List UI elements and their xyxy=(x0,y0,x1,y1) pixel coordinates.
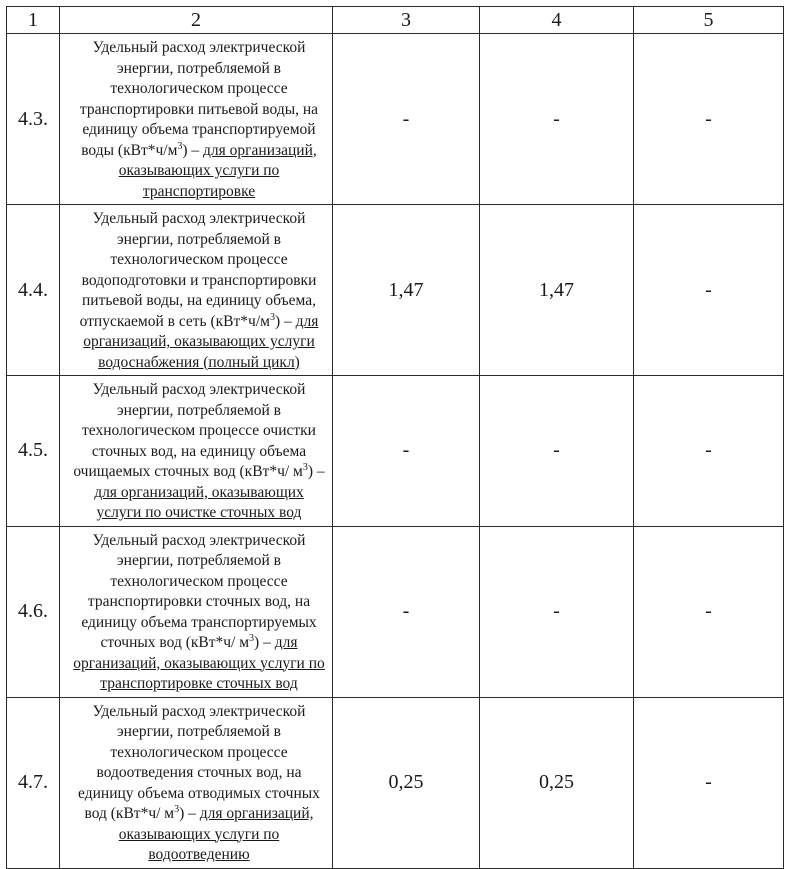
cell-col5: - xyxy=(634,697,784,868)
cell-col3: - xyxy=(333,526,480,697)
row-number: 4.6. xyxy=(7,526,60,697)
description-text: Удельный расход электрической энергии, потребляемой в технологическом процессе очистки сточных вод, на единицу объема очищаемых сточных вод (кВт*ч/ м xyxy=(73,381,316,480)
cell-col4: - xyxy=(480,376,634,527)
superscript: 3 xyxy=(177,140,183,152)
row-description xyxy=(60,697,333,868)
description-text: ) – xyxy=(254,634,275,651)
col-header-2: 2 xyxy=(60,7,333,34)
row-number: 4.5. xyxy=(7,376,60,527)
superscript: 3 xyxy=(269,311,275,323)
table-row xyxy=(7,376,784,527)
description-underlined: для организаций, оказывающих услуги по водоотведению xyxy=(118,805,314,863)
cell-col5: - xyxy=(634,205,784,376)
cell-col4: - xyxy=(480,34,634,205)
cell-col5: - xyxy=(634,526,784,697)
row-number: 4.4. xyxy=(7,205,60,376)
description-underlined: для организаций, оказывающих услуги по очистке сточных вод xyxy=(94,483,304,521)
row-number: 4.3. xyxy=(7,34,60,205)
cell-col4: 1,47 xyxy=(480,205,634,376)
description-text: ) – xyxy=(182,141,204,159)
description-underlined: для организаций, оказывающих услуги водоснабжения (полный цикл) xyxy=(83,312,319,371)
description-text: ) – xyxy=(179,805,200,822)
table-row xyxy=(7,205,784,376)
table-row xyxy=(7,34,784,205)
description-text: ) – xyxy=(307,463,325,480)
cell-col4: 0,25 xyxy=(480,697,634,868)
row-description xyxy=(60,526,333,697)
col-header-4: 4 xyxy=(480,7,634,34)
superscript: 3 xyxy=(302,461,308,473)
superscript: 3 xyxy=(174,803,180,815)
cell-col3: - xyxy=(333,376,480,527)
description-text: Удельный расход электрической энергии, потребляемой в технологическом процессе транспортировки питьевой воды, на единицу объема транспортируемой воды (кВт*ч/м xyxy=(79,39,319,159)
cell-col5: - xyxy=(634,34,784,205)
description-underlined: для организаций, оказывающих услуги по транспортировке сточных вод xyxy=(73,634,325,692)
row-description xyxy=(60,34,333,205)
row-number: 4.7. xyxy=(7,697,60,868)
col-header-1: 1 xyxy=(7,7,60,34)
table-row xyxy=(7,526,784,697)
cell-col4: - xyxy=(480,526,634,697)
cell-col5: - xyxy=(634,376,784,527)
table-row xyxy=(7,697,784,868)
indicator-table xyxy=(6,6,784,869)
description-text: Удельный расход электрической энергии, потребляемой в технологическом процессе водоподготовки и транспортировки питьевой воды, на единицу объема, отпускаемой в сеть (кВт*ч/м xyxy=(79,210,317,330)
col-header-3: 3 xyxy=(333,7,480,34)
cell-col3: - xyxy=(333,34,480,205)
header-row xyxy=(7,7,784,34)
description-text: ) – xyxy=(274,312,296,330)
superscript: 3 xyxy=(249,632,255,644)
description-text: Удельный расход электрической энергии, потребляемой в технологическом процессе водоотведения сточных вод, на единицу объема отводимых сточных вод (кВт*ч/ м xyxy=(78,702,320,822)
cell-col3: 1,47 xyxy=(333,205,480,376)
description-underlined: для организаций, оказывающих услуги по транспортировке xyxy=(118,141,317,200)
cell-col3: 0,25 xyxy=(333,697,480,868)
row-description xyxy=(60,376,333,527)
col-header-5: 5 xyxy=(634,7,784,34)
row-description xyxy=(60,205,333,376)
description-text: Удельный расход электрической энергии, потребляемой в технологическом процессе транспортировки сточных вод, на единицу объема транспортируемых сточных вод (кВт*ч/ м xyxy=(81,531,317,651)
